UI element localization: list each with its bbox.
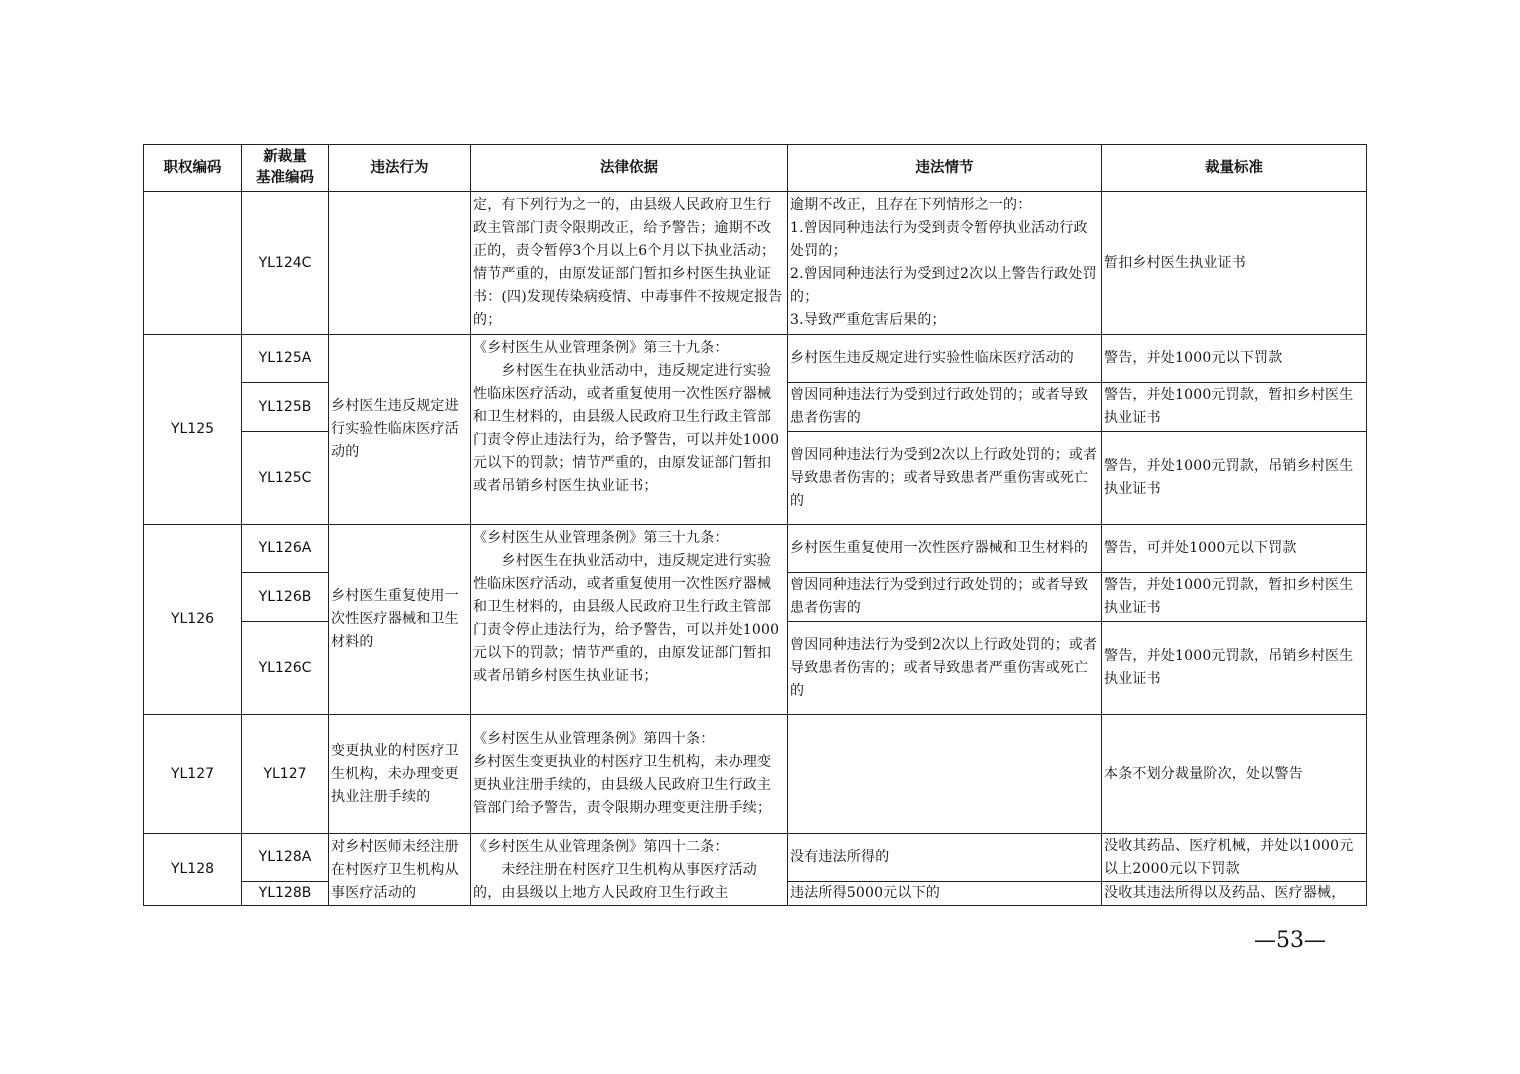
table-row bbox=[144, 192, 1367, 335]
authority-cell: YL128 bbox=[144, 834, 242, 906]
standard-cell: 警告，可并处1000元以下罚款 bbox=[1102, 525, 1367, 573]
circumstance-cell: 曾因同种违法行为受到过行政处罚的；或者导致患者伤害的 bbox=[788, 383, 1102, 432]
violation-cell bbox=[329, 192, 471, 335]
header-authority-code: 职权编码 bbox=[144, 145, 242, 192]
circumstance-cell: 曾因同种违法行为受到过行政处罚的；或者导致患者伤害的 bbox=[788, 573, 1102, 622]
code-cell: YL125C bbox=[242, 432, 329, 525]
circumstance-cell: 乡村医生重复使用一次性医疗器械和卫生材料的 bbox=[788, 525, 1102, 573]
circumstance-cell: 乡村医生违反规定进行实验性临床医疗活动的 bbox=[788, 335, 1102, 383]
standard-cell: 警告，并处1000元罚款，吊销乡村医生执业证书 bbox=[1102, 432, 1367, 525]
basis-cell: 《乡村医生从业管理条例》第三十九条： 乡村医生在执业活动中，违反规定进行实验性临床医疗活动，或者重复使用一次性医疗器械和卫生材料的，由县级人民政府卫生行政主管部门责令停止违法行为，给予警告，可以并处1000元以下的罚款；情节严重的，由原发证部门暂扣或者吊销乡村医生执业证书； bbox=[471, 525, 788, 715]
standard-cell: 暂扣乡村医生执业证书 bbox=[1102, 192, 1367, 335]
violation-cell: 对乡村医师未经注册在村医疗卫生机构从事医疗活动的 bbox=[329, 834, 471, 906]
regulation-table bbox=[143, 144, 1367, 906]
code-cell: YL125B bbox=[242, 383, 329, 432]
code-cell: YL126A bbox=[242, 525, 329, 573]
code-cell: YL128B bbox=[242, 882, 329, 906]
circumstance-cell: 逾期不改正，且存在下列情形之一的： 1.曾因同种违法行为受到责令暂停执业活动行政处罚的； 2.曾因同种违法行为受到过2次以上警告行政处罚的； 3.导致严重危害后果的； bbox=[788, 192, 1102, 335]
code-cell: YL124C bbox=[242, 192, 329, 335]
header-circumstance: 违法情节 bbox=[788, 145, 1102, 192]
basis-cell: 《乡村医生从业管理条例》第四十二条： 未经注册在村医疗卫生机构从事医疗活动的，由县级以上地方人民政府卫生行政主 bbox=[471, 834, 788, 906]
header-new-code: 新裁量 基准编码 bbox=[242, 145, 329, 192]
code-cell: YL126B bbox=[242, 573, 329, 622]
table-header-row bbox=[144, 145, 1367, 192]
standard-cell: 本条不划分裁量阶次，处以警告 bbox=[1102, 715, 1367, 834]
circumstance-cell bbox=[788, 715, 1102, 834]
standard-cell: 警告，并处1000元罚款，暂扣乡村医生执业证书 bbox=[1102, 383, 1367, 432]
violation-cell: 乡村医生违反规定进行实验性临床医疗活动的 bbox=[329, 335, 471, 525]
basis-cell: 定，有下列行为之一的，由县级人民政府卫生行政主管部门责令限期改正，给予警告；逾期不改正的，责令暂停3个月以上6个月以下执业活动；情节严重的，由原发证部门暂扣乡村医生执业证书：(四)发现传染病疫情、中毒事件不按规定报告的； bbox=[471, 192, 788, 335]
violation-cell: 变更执业的村医疗卫生机构，未办理变更执业注册手续的 bbox=[329, 715, 471, 834]
header-legal-basis: 法律依据 bbox=[471, 145, 788, 192]
authority-cell: YL127 bbox=[144, 715, 242, 834]
standard-cell: 没收其药品、医疗机械，并处以1000元以上2000元以下罚款 bbox=[1102, 834, 1367, 882]
table-row bbox=[144, 834, 1367, 882]
code-cell: YL125A bbox=[242, 335, 329, 383]
standard-cell: 警告，并处1000元以下罚款 bbox=[1102, 335, 1367, 383]
standard-cell: 警告，并处1000元罚款，暂扣乡村医生执业证书 bbox=[1102, 573, 1367, 622]
code-cell: YL127 bbox=[242, 715, 329, 834]
authority-cell bbox=[144, 192, 242, 335]
basis-cell: 《乡村医生从业管理条例》第四十条： 乡村医生变更执业的村医疗卫生机构，未办理变更执业注册手续的，由县级人民政府卫生行政主管部门给予警告，责令限期办理变更注册手续； bbox=[471, 715, 788, 834]
violation-cell: 乡村医生重复使用一次性医疗器械和卫生材料的 bbox=[329, 525, 471, 715]
authority-cell: YL126 bbox=[144, 525, 242, 715]
code-cell: YL126C bbox=[242, 622, 329, 715]
page-number: —53— bbox=[1254, 928, 1326, 953]
table-row bbox=[144, 715, 1367, 834]
code-cell: YL128A bbox=[242, 834, 329, 882]
table-row bbox=[144, 525, 1367, 573]
header-violation: 违法行为 bbox=[329, 145, 471, 192]
circumstance-cell: 没有违法所得的 bbox=[788, 834, 1102, 882]
standard-cell: 没收其违法所得以及药品、医疗器械， bbox=[1102, 882, 1367, 906]
authority-cell: YL125 bbox=[144, 335, 242, 525]
table-row bbox=[144, 335, 1367, 383]
standard-cell: 警告，并处1000元罚款，吊销乡村医生执业证书 bbox=[1102, 622, 1367, 715]
circumstance-cell: 曾因同种违法行为受到2次以上行政处罚的；或者导致患者伤害的；或者导致患者严重伤害或死亡的 bbox=[788, 622, 1102, 715]
header-standard: 裁量标准 bbox=[1102, 145, 1367, 192]
basis-cell: 《乡村医生从业管理条例》第三十九条： 乡村医生在执业活动中，违反规定进行实验性临床医疗活动，或者重复使用一次性医疗器械和卫生材料的，由县级人民政府卫生行政主管部门责令停止违法行为，给予警告，可以并处1000元以下的罚款；情节严重的，由原发证部门暂扣或者吊销乡村医生执业证书； bbox=[471, 335, 788, 525]
circumstance-cell: 曾因同种违法行为受到2次以上行政处罚的；或者导致患者伤害的；或者导致患者严重伤害或死亡的 bbox=[788, 432, 1102, 525]
circumstance-cell: 违法所得5000元以下的 bbox=[788, 882, 1102, 906]
